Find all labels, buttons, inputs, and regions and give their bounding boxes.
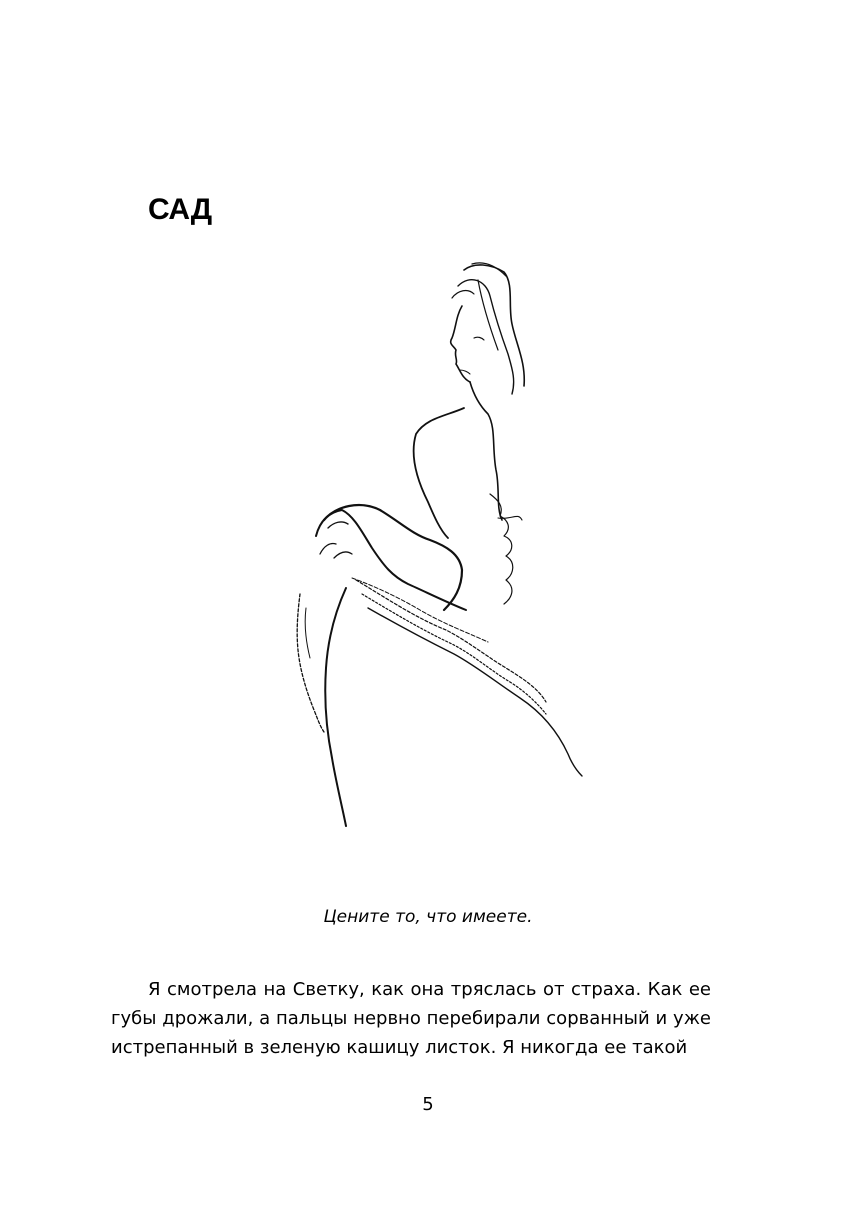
page-number: 5 [422, 1094, 434, 1115]
woman-line-drawing-icon [276, 258, 596, 833]
illustration [276, 258, 596, 833]
body-paragraph: Я смотрела на Светку, как она тряслась от страха. Как ее губы дрожали, а пальцы нервно перебирали сорванный и уже истрепанный в зеленую кашицу листок. Я никогда ее такой [111, 979, 711, 1058]
chapter-title: САД [148, 193, 212, 226]
epigraph: Цените то, что имеете. [323, 907, 533, 927]
